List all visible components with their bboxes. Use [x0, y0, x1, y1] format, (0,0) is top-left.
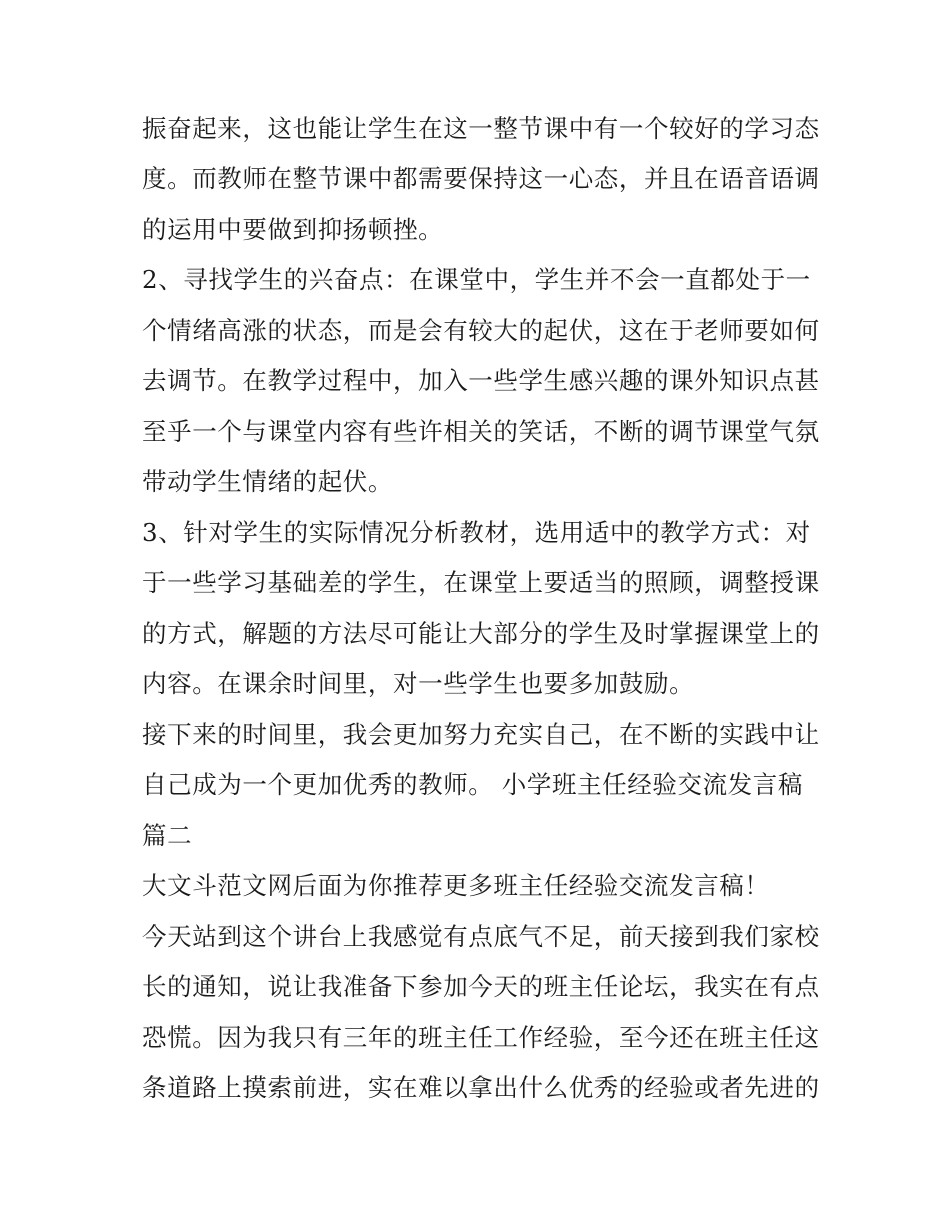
text-line: 内容。在课余时间里，对一些学生也要多加鼓励。 [142, 669, 695, 698]
text-line: 恐慌。因为我只有三年的班主任工作经验，至今还在班主任这 [142, 1023, 820, 1052]
text-line: 3、针对学生的实际情况分析教材，选用适中的教学方式：对 [142, 518, 811, 547]
text-line: 大文斗范文网后面为你推荐更多班主任经验交流发言稿！ [142, 871, 770, 900]
text-line: 振奋起来，这也能让学生在这一整节课中有一个较好的学习态 [142, 114, 820, 143]
text-line: 条道路上摸索前进，实在难以拿出什么优秀的经验或者先进的 [142, 1073, 820, 1102]
text-line: 带动学生情绪的起伏。 [142, 467, 393, 496]
text-line: 今天站到这个讲台上我感觉有点底气不足，前天接到我们家校 [142, 922, 820, 951]
text-line: 接下来的时间里，我会更加努力充实自己，在不断的实践中让 [142, 720, 820, 749]
text-line: 于一些学习基础差的学生，在课堂上要适当的照顾，调整授课 [142, 568, 820, 597]
text-line: 度。而教师在整节课中都需要保持这一心态，并且在语音语调 [142, 164, 820, 193]
text-line: 篇二 [142, 821, 193, 850]
text-line: 去调节。在教学过程中，加入一些学生感兴趣的课外知识点甚 [142, 366, 820, 395]
text-line: 自己成为一个更加优秀的教师。 小学班主任经验交流发言稿 [142, 770, 803, 799]
text-line: 的方式，解题的方法尽可能让大部分的学生及时掌握课堂上的 [142, 619, 820, 648]
text-line: 长的通知，说让我准备下参加今天的班主任论坛，我实在有点 [142, 972, 820, 1001]
text-line: 2、寻找学生的兴奋点：在课堂中，学生并不会一直都处于一 [142, 265, 811, 294]
text-line: 的运用中要做到抑扬顿挫。 [142, 215, 444, 244]
text-line: 个情绪高涨的状态，而是会有较大的起伏，这在于老师要如何 [142, 316, 820, 345]
text-line: 至乎一个与课堂内容有些许相关的笑话，不断的调节课堂气氛 [142, 417, 820, 446]
